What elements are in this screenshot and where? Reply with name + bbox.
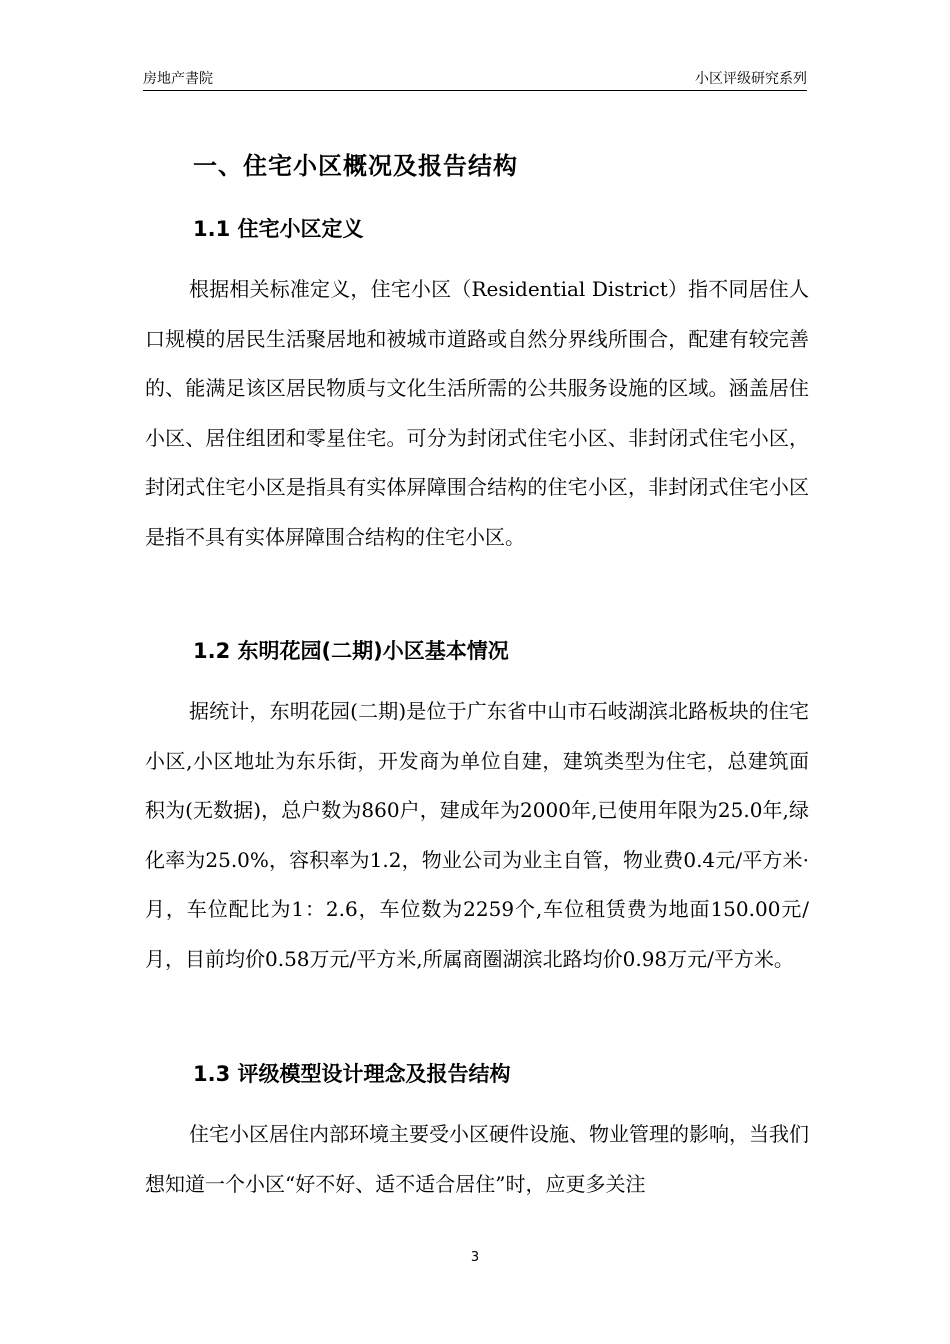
- section-paragraph-1-2: 据统计，东明花园(二期)是位于广东省中山市石岐湖滨北路板块的住宅小区,小区地址为东乐街，开发商为单位自建，建筑类型为住宅，总建筑面积为(无数据)，总户数为860户，建成年为2000年,已使用年限为25.0年,绿化率为25.0%，容积率为1.2，物业公司为业主自管，物业费0.4元/平方米·月，车位配比为1：2.6，车位数为2259个,车位租赁费为地面150.00元/月，目前均价0.58万元/平方米,所属商圈湖滨北路均价0.98万元/平方米。: [145, 699, 809, 971]
- chapter-title: 一、住宅小区概况及报告结构: [193, 152, 518, 180]
- header-publisher: 房地产書院: [143, 71, 213, 87]
- section-heading-1-2: 1.2 东明花园(二期)小区基本情况: [193, 639, 509, 663]
- section-heading-1-1: 1.1 住宅小区定义: [193, 217, 364, 241]
- section-heading-1-3: 1.3 评级模型设计理念及报告结构: [193, 1062, 511, 1086]
- page-number: 3: [470, 1250, 480, 1265]
- section-paragraph-1-3: 住宅小区居住内部环境主要受小区硬件设施、物业管理的影响，当我们想知道一个小区“好不好、适不适合居住”时，应更多关注: [145, 1122, 809, 1196]
- section-paragraph-1-1: 根据相关标准定义，住宅小区（Residential District）指不同居住人口规模的居民生活聚居地和被城市道路或自然分界线所围合，配建有较完善的、能满足该区居民物质与文化生活所需的公共服务设施的区域。涵盖居住小区、居住组团和零星住宅。可分为封闭式住宅小区、非封闭式住宅小区，封闭式住宅小区是指具有实体屏障围合结构的住宅小区，非封闭式住宅小区是指不具有实体屏障围合结构的住宅小区。: [145, 277, 809, 549]
- page-header: [143, 66, 807, 91]
- header-series-title: 小区评级研究系列: [695, 71, 807, 87]
